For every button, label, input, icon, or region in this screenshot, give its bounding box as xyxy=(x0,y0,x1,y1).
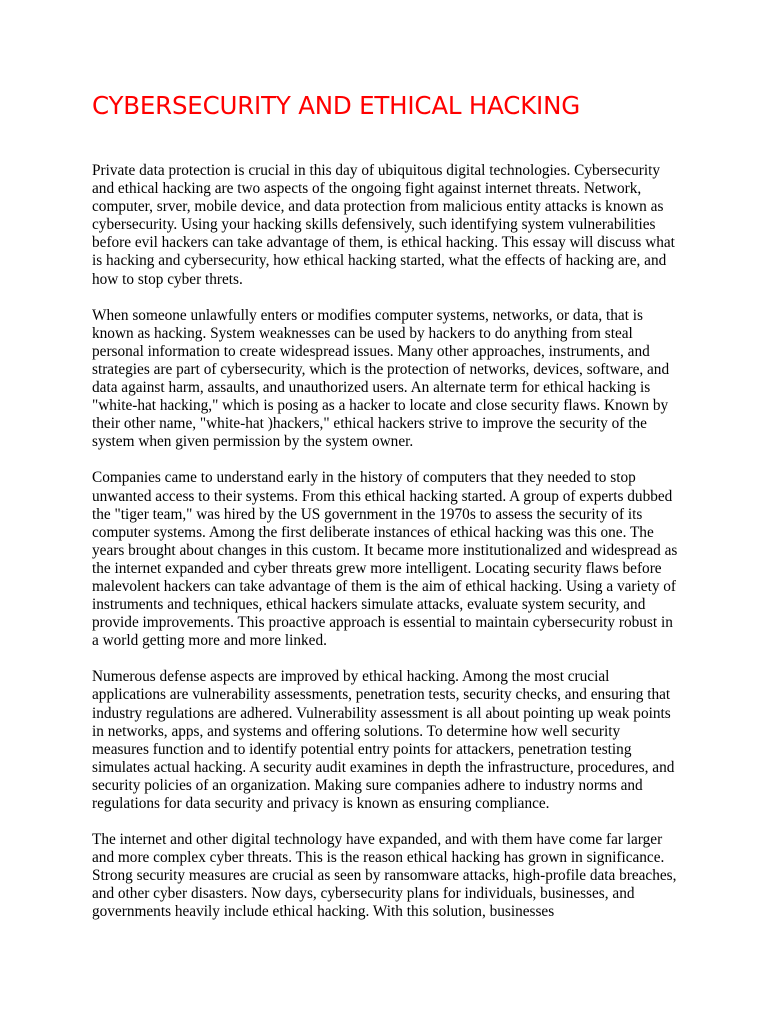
paragraph-definitions: When someone unlawfully enters or modifies computer systems, networks, or data, that is known as hacking. System weaknesses can be used by hackers to do anything from steal personal information to create widespread issues. Many other approaches, instruments, and strategies are part of cybersecurity, which is the protection of networks, devices, software, and data against harm, assaults, and unauthorized users. An alternate term for ethical hacking is "white-hat hacking," which is posing as a hacker to locate and close security flaws. Known by their other name, "white-hat )hackers," ethical hackers strive to improve the security of the system when given permission by the system owner. xyxy=(92,306,670,451)
document-title: CYBERSECURITY AND ETHICAL HACKING xyxy=(92,91,580,120)
paragraph-intro: Private data protection is crucial in this day of ubiquitous digital technologies. Cybersecurity and ethical hacking are two aspects of the ongoing fight against internet threats. Network, computer, srver, mobile device, and data protection from malicious entity attacks is known as cybersecurity. Using your hacking skills defensively, such identifying system vulnerabilities before evil hackers can take advantage of them, is ethical hacking. This essay will discuss what is hacking and cybersecurity, how ethical hacking started, what the effects of hacking are, and how to stop cyber threts. xyxy=(92,162,675,288)
document-body xyxy=(92,162,678,940)
paragraph-history: Companies came to understand early in the history of computers that they needed to stop unwanted access to their systems. From this ethical hacking started. A group of experts dubbed the "tiger team," was hired by the US government in the 1970s to assess the security of its computer systems. Among the first deliberate instances of ethical hacking was this one. The years brought about changes in this custom. It became more institutionalized and widespread as the internet expanded and cyber threats grew more intelligent. Locating security flaws before malevolent hackers can take advantage of them is the aim of ethical hacking. Using a variety of instruments and techniques, ethical hackers simulate attacks, evaluate system security, and provide improvements. This proactive approach is essential to maintain cybersecurity robust in a world getting more and more linked. xyxy=(92,469,678,650)
paragraph-significance: The internet and other digital technology have expanded, and with them have come far larger and more complex cyber threats. This is the reason ethical hacking has grown in significance. Strong security measures are crucial as seen by ransomware attacks, high-profile data breaches, and other cyber disasters. Now days, cybersecurity plans for individuals, businesses, and governments heavily include ethical hacking. With this solution, businesses xyxy=(92,831,677,921)
paragraph-applications: Numerous defense aspects are improved by ethical hacking. Among the most crucial applications are vulnerability assessments, penetration tests, security checks, and ensuring that industry regulations are adhered. Vulnerability assessment is all about pointing up weak points in networks, apps, and systems and offering solutions. To determine how well security measures function and to identify potential entry points for attackers, penetration testing simulates actual hacking. A security audit examines in depth the infrastructure, procedures, and security policies of an organization. Making sure companies adhere to industry norms and regulations for data security and privacy is known as ensuring compliance. xyxy=(92,668,675,812)
